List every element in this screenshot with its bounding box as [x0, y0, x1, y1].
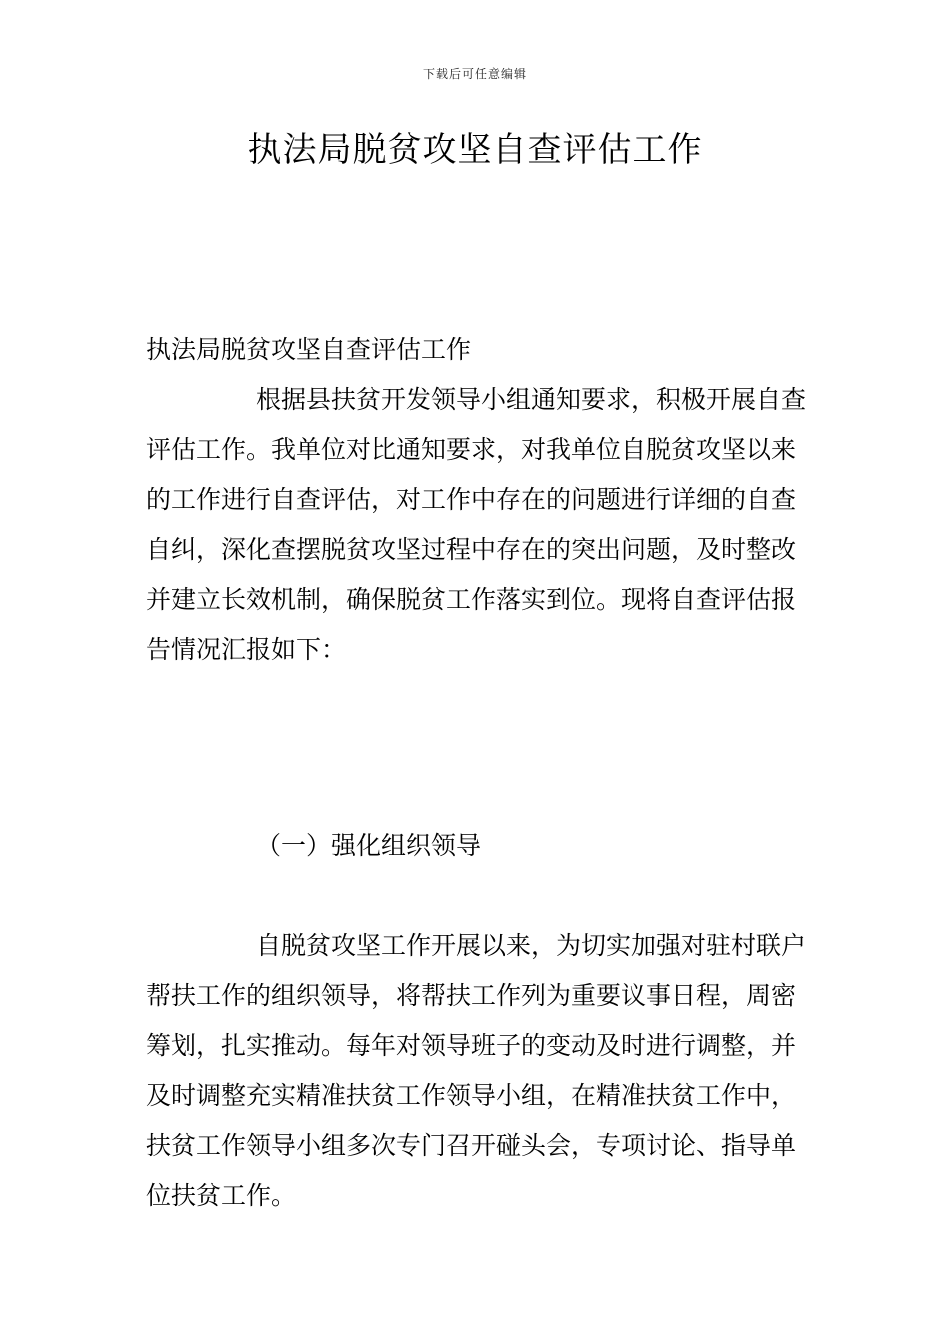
- document-title: 执法局脱贫攻坚自查评估工作: [247, 130, 703, 170]
- intro-paragraph: 根据县扶贫开发领导小组通知要求，积极开展自查评估工作。我单位对比通知要求，对我单位自脱贫攻坚以来的工作进行自查评估，对工作中存在的问题进行详细的自查自纠，深化查摆脱贫攻坚过程中存在的突出问题，及时整改并建立长效机制，确保脱贫工作落实到位。现将自查评估报告情况汇报如下：: [146, 385, 807, 664]
- section-paragraph: 自脱贫攻坚工作开展以来，为切实加强对驻村联户帮扶工作的组织领导，将帮扶工作列为重要议事日程，周密筹划，扎实推动。每年对领导班子的变动及时进行调整，并及时调整充实精准扶贫工作领导小组，在精准扶贫工作中，扶贫工作领导小组多次专门召开碰头会，专项讨论、指导单位扶贫工作。: [146, 931, 807, 1210]
- header-note: 下载后可任意编辑: [422, 67, 527, 81]
- document-subtitle: 执法局脱贫攻坚自查评估工作: [146, 335, 472, 364]
- section-heading: （一）强化组织领导: [256, 831, 482, 860]
